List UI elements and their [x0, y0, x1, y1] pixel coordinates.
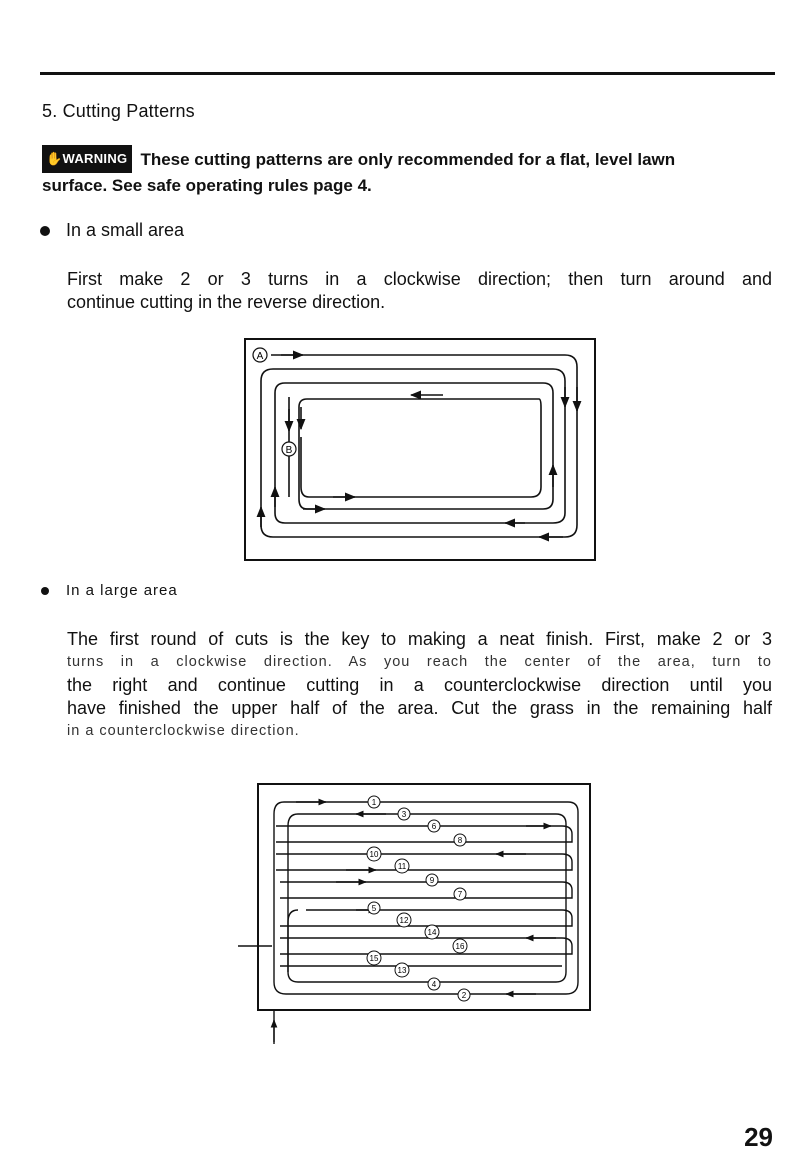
step-10-label — [367, 847, 381, 861]
label-b — [282, 442, 296, 456]
step-13-label — [395, 963, 409, 977]
step-9-label — [426, 874, 438, 886]
svg-text:13: 13 — [397, 966, 407, 975]
large-area-line-1: The first round of cuts is the key to making a neat finish. First, make 2 or 3 — [67, 629, 772, 649]
svg-text:15: 15 — [369, 954, 379, 963]
label-a — [253, 348, 267, 362]
svg-text:1: 1 — [371, 798, 377, 807]
small-area-diagram — [243, 337, 598, 563]
warning-line-2: surface. See safe operating rules page 4. — [42, 176, 372, 195]
warning-line-1: These cutting patterns are only recommended for a flat, level lawn — [140, 150, 676, 169]
svg-text:9: 9 — [429, 876, 435, 885]
hand-icon: ✋ — [46, 151, 63, 166]
svg-text:4: 4 — [431, 980, 437, 989]
step-5-label — [368, 902, 380, 914]
large-area-line-2: turns in a clockwise direction. As you reach the center of the area, turn to — [67, 654, 772, 670]
step-15-label — [367, 951, 381, 965]
step-14-label — [425, 925, 439, 939]
large-area-heading: In a large area — [66, 582, 178, 599]
svg-text:12: 12 — [399, 916, 409, 925]
large-area-line-3: the right and continue cutting in a counterclockwise direction until you — [67, 675, 772, 695]
svg-text:11: 11 — [397, 862, 407, 871]
page-number: 29 — [744, 1122, 773, 1152]
svg-text:8: 8 — [457, 836, 463, 845]
svg-text:10: 10 — [369, 850, 379, 859]
warning-block — [42, 145, 777, 199]
svg-text:3: 3 — [401, 810, 407, 819]
svg-text:5: 5 — [371, 904, 377, 913]
bullet-icon — [40, 226, 50, 236]
step-4-label — [428, 978, 440, 990]
large-area-paragraph — [67, 628, 772, 743]
svg-text:14: 14 — [427, 928, 437, 937]
svg-text:7: 7 — [457, 890, 463, 899]
svg-text:6: 6 — [431, 822, 437, 831]
step-1-label — [368, 796, 380, 808]
step-8-label — [454, 834, 466, 846]
svg-text:B: B — [285, 445, 293, 456]
small-area-paragraph — [67, 268, 772, 314]
large-area-diagram — [236, 782, 596, 1048]
small-area-line-2: continue cutting in the reverse direction. — [67, 292, 386, 312]
warning-badge: ✋WARNING — [42, 145, 132, 173]
step-3-label — [398, 808, 410, 820]
small-area-heading: In a small area — [66, 220, 185, 240]
section-heading: 5. Cutting Patterns — [42, 101, 195, 121]
svg-text:16: 16 — [455, 942, 465, 951]
step-12-label — [397, 913, 411, 927]
top-rule — [40, 72, 775, 75]
step-6-label — [428, 820, 440, 832]
step-11-label — [395, 859, 409, 873]
large-area-line-4: have finished the upper half of the area. Cut the grass in the remaining half — [67, 698, 772, 718]
svg-text:A: A — [256, 351, 264, 362]
large-area-line-5: in a counterclockwise direction. — [67, 723, 300, 739]
step-2-label — [458, 989, 470, 1001]
svg-text:2: 2 — [461, 991, 467, 1000]
small-area-line-1: First make 2 or 3 turns in a clockwise direction; then turn around and — [67, 269, 772, 289]
bullet-icon — [41, 587, 49, 595]
step-16-label — [453, 939, 467, 953]
step-7-label — [454, 888, 466, 900]
